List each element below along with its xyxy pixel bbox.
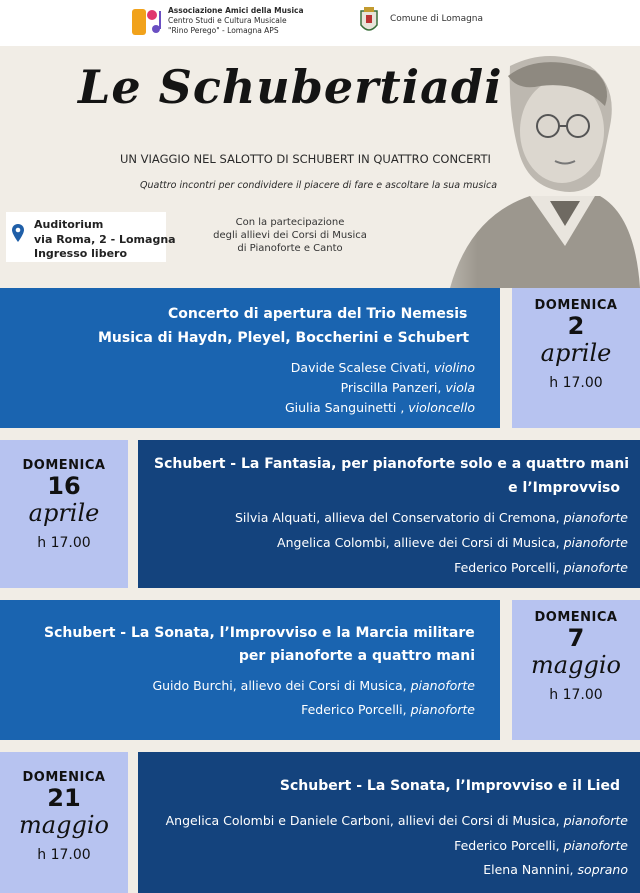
concert-2-performer-1: Silvia Alquati, allieva del Conservatorio di Cremona, pianoforte — [234, 510, 628, 525]
concert-2-month: aprile — [28, 499, 100, 527]
concert-2-title-2: e l’Improvviso — [508, 480, 620, 496]
location-address: via Roma, 2 - Lomagna — [34, 233, 176, 246]
concert-3-performer-1: Guido Burchi, allievo dei Corsi di Musica, pianoforte — [152, 678, 475, 693]
concert-3-month: maggio — [531, 651, 621, 679]
concert-3-day: 7 — [567, 624, 585, 652]
concert-4-performer-1: Angelica Colombi e Daniele Carboni, allievi dei Corsi di Musica, pianoforte — [165, 813, 628, 828]
concert-4-title-1: Schubert - La Sonata, l’Improvviso e il Lied — [279, 778, 620, 794]
participation-line-3: di Pianoforte e Canto — [237, 243, 343, 254]
concert-2-weekday: DOMENICA — [22, 458, 106, 473]
concert-3-hour: h 17.00 — [549, 687, 603, 703]
concert-4-performer-2: Federico Porcelli, pianoforte — [454, 838, 628, 853]
event-title: Le Schubertiadi — [78, 60, 503, 114]
assoc-line-3: "Rino Perego" - Lomagna APS — [168, 26, 279, 35]
concert-4-hour: h 17.00 — [37, 847, 91, 863]
concert-1-performer-3: Giulia Sanguinetti , violoncello — [284, 400, 475, 415]
concert-2-date — [0, 440, 128, 588]
participation-line-2: degli allievi dei Corsi di Musica — [213, 230, 367, 241]
concert-1-performer-1: Davide Scalese Civati, violino — [290, 360, 475, 375]
association-name — [168, 6, 304, 36]
concert-2-performer-2: Angelica Colombi, allieve dei Corsi di Musica, pianoforte — [277, 535, 628, 550]
concert-1-month: aprile — [540, 339, 612, 367]
concert-1-day: 2 — [567, 312, 585, 340]
concert-2-performer-3: Federico Porcelli, pianoforte — [454, 560, 628, 575]
music-association-logo — [130, 5, 164, 39]
concert-4-performer-3: Elena Nannini, soprano — [483, 862, 628, 877]
participation-line-1: Con la partecipazione — [235, 217, 345, 228]
participation-note — [200, 216, 380, 255]
concert-1-date — [512, 288, 640, 428]
concert-3-weekday: DOMENICA — [534, 610, 618, 625]
comune-name: Comune di Lomagna — [390, 14, 484, 24]
concert-3-date — [512, 600, 640, 740]
concert-1-title-1: Concerto di apertura del Trio Nemesis — [168, 306, 468, 322]
concert-2-hour: h 17.00 — [37, 535, 91, 551]
concert-4-month: maggio — [19, 811, 109, 839]
location-entry: Ingresso libero — [34, 247, 128, 260]
location-venue: Auditorium — [34, 218, 104, 231]
concert-4-date — [0, 752, 128, 893]
concert-4-weekday: DOMENICA — [22, 770, 106, 785]
event-tagline: Quattro incontri per condividere il piacere di fare e ascoltare la sua musica — [140, 180, 498, 191]
comune-crest-icon — [358, 5, 380, 37]
concert-3-title-2: per pianoforte a quattro mani — [238, 648, 475, 664]
concert-3-performer-2: Federico Porcelli, pianoforte — [301, 702, 475, 717]
concert-2-title-1: Schubert - La Fantasia, per pianoforte solo e a quattro mani — [154, 456, 630, 472]
concert-1-title-2: Musica di Haydn, Pleyel, Boccherini e Schubert — [98, 330, 470, 346]
assoc-line-1: Associazione Amici della Musica — [168, 6, 304, 15]
concert-4-day: 21 — [47, 784, 81, 812]
location-pin-icon — [12, 224, 24, 242]
concert-2-day: 16 — [47, 472, 81, 500]
concert-3-title-1: Schubert - La Sonata, l’Improvviso e la Marcia militare — [44, 625, 475, 641]
concert-3-band — [0, 600, 500, 740]
header-bar — [0, 0, 640, 46]
concert-1-hour: h 17.00 — [549, 375, 603, 391]
concert-1-performer-2: Priscilla Panzeri, viola — [340, 380, 475, 395]
concert-1-weekday: DOMENICA — [534, 298, 618, 313]
event-subtitle: UN VIAGGIO NEL SALOTTO DI SCHUBERT IN QUATTRO CONCERTI — [120, 152, 491, 166]
assoc-line-2: Centro Studi e Cultura Musicale — [168, 16, 287, 25]
